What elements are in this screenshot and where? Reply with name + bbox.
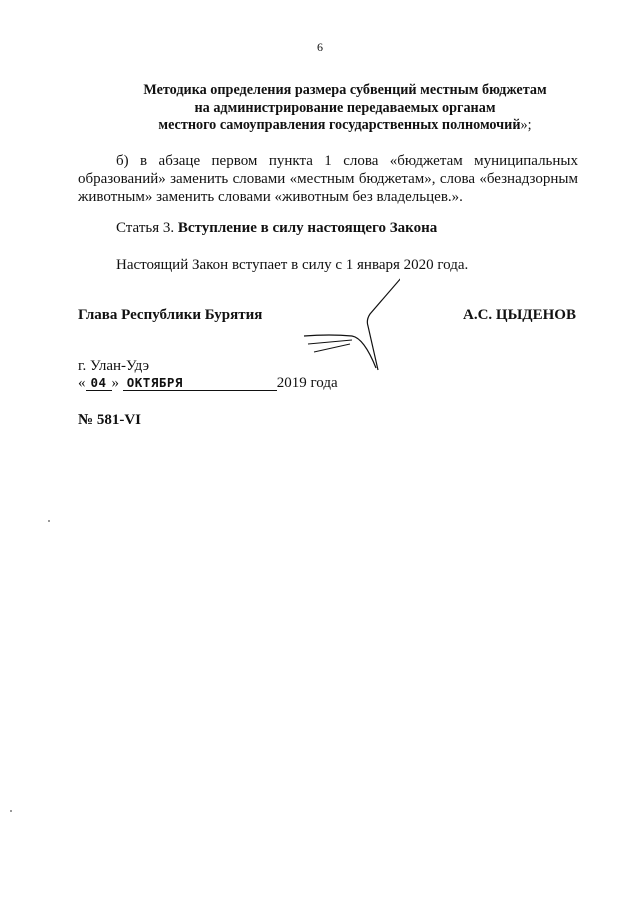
date-day: 04 (86, 375, 112, 391)
date-close-quote: » (111, 375, 119, 391)
article-heading (116, 220, 437, 237)
title-line-3-text: местного самоуправления государственных полномочий (158, 117, 521, 133)
article-title: Вступление в силу настоящего Закона (177, 220, 438, 236)
law-number: № 581-VI (78, 412, 141, 428)
title-line-3-tail: »; (520, 117, 532, 133)
date-open-quote: « (78, 375, 86, 391)
scan-speck (48, 520, 50, 522)
document-title (110, 82, 580, 135)
handwritten-signature (290, 272, 400, 377)
paragraph-b-text: б) в абзаце первом пункта 1 слова «бюджетам муниципальных образований» заменить словами «местным бюджетам», слова «безнадзорным животным» заменить словами «животным без владельцев.». (78, 153, 578, 205)
signatory-position: Глава Республики Бурятия (78, 307, 263, 323)
title-line-3 (110, 117, 580, 135)
page-number: 6 (317, 40, 323, 54)
signing-date (78, 375, 338, 392)
date-year: 2019 года (276, 375, 338, 391)
date-month: ОКТЯБРЯ (123, 375, 277, 391)
place-of-signing: г. Улан-Удэ (78, 358, 150, 374)
title-line-2: на администрирование передаваемых органам (194, 99, 496, 116)
article-prefix: Статья 3. (116, 220, 175, 236)
effective-date-text: Настоящий Закон вступает в силу с 1 января 2020 года. (116, 257, 469, 273)
signatory-name: А.С. ЦЫДЕНОВ (463, 307, 576, 323)
title-line-1: Методика определения размера субвенций местным бюджетам (143, 82, 547, 98)
scan-speck (10, 810, 12, 812)
paragraph-b (78, 152, 578, 206)
